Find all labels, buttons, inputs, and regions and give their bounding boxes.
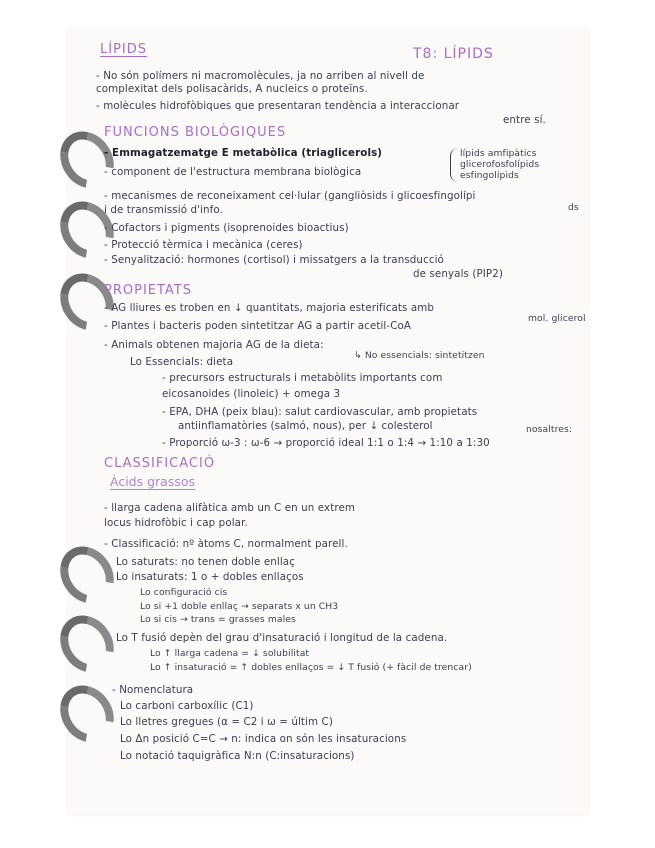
aside-note: ↳ No essencials: sintetitzen	[354, 350, 485, 361]
note-line: - Classificació: nº àtoms C, normalment parell.	[104, 538, 348, 550]
note-line: Lo configuració cis	[140, 587, 228, 598]
note-line: locus hidrofòbic i cap polar.	[104, 517, 248, 529]
aside-note: mol. glicerol	[528, 313, 586, 324]
note-line: - Emmagatzematge E metabòlica (triaglicerols)	[104, 147, 383, 159]
note-line: - Protecció tèrmica i mecànica (ceres)	[104, 239, 303, 251]
note-line: - Proporció ω-3 : ω-6 → proporció ideal 1:1 o 1:4 → 1:10 a 1:30	[162, 437, 490, 449]
page-title-right: T8: LÍPIDS	[413, 46, 494, 62]
note-line: Lo ↑ llarga cadena = ↓ solubilitat	[150, 648, 310, 659]
note-line: Lo T fusió depèn del grau d'insaturació i longitud de la cadena.	[116, 632, 448, 644]
note-line: - Senyalització: hormones (cortisol) i missatgers a la transducció	[104, 254, 444, 266]
section-heading-funcions: FUNCIONS BIOLÒGIQUES	[104, 125, 287, 140]
note-line: - AG lliures es troben en ↓ quantitats, majoria esterificats amb	[104, 302, 435, 314]
note-line: Lo si cis → trans = grasses males	[140, 614, 296, 625]
note-line: entre sí.	[503, 114, 546, 126]
note-line: - llarga cadena alifàtica amb un C en un extrem	[104, 502, 356, 514]
note-line: i de transmissió d'info.	[104, 204, 223, 216]
page-title-left: LÍPIDS	[100, 42, 148, 57]
aside-note: glicerofosfolípids	[460, 159, 540, 170]
note-line: Lo Essencials: dieta	[130, 356, 234, 368]
note-line: - Animals obtenen majoria AG de la dieta:	[104, 339, 324, 351]
note-line: - Nomenclatura	[112, 684, 194, 696]
note-line: Lo ↑ insaturació = ↑ dobles enllaços = ↓ T fusió (+ fàcil de trencar)	[150, 662, 472, 673]
note-line: antiinflamatòries (salmó, nous), per ↓ colesterol	[178, 420, 433, 432]
note-line: - Plantes i bacteris poden sintetitzar AG a partir acetil-CoA	[104, 320, 412, 332]
aside-note: esfingolípids	[460, 170, 519, 181]
note-line: - Cofactors i pigments (isoprenoides bioactius)	[104, 222, 349, 234]
note-line: eicosanoides (linoleic) + omega 3	[162, 388, 341, 400]
note-line: Lo si +1 doble enllaç → separats x un CH3	[140, 601, 339, 612]
section-heading-propietats: PROPIETATS	[104, 283, 192, 298]
aside-note: ds	[568, 202, 579, 213]
note-line: - EPA, DHA (peix blau): salut cardiovascular, amb propietats	[162, 406, 478, 418]
section-heading-classificacio: CLASSIFICACIÓ	[104, 456, 216, 471]
note-line: - component de l'estructura membrana biològica	[104, 166, 362, 178]
aside-note: nosaltres:	[526, 424, 573, 435]
note-line: Lo Δn posició C=C → n: indica on són les insaturacions	[120, 733, 407, 745]
note-line: - molècules hidrofòbiques que presentaran tendència a interaccionar	[96, 100, 460, 112]
note-line: - mecanismes de reconeixament cel·lular (gangliòsids i glicoesfingolípi	[104, 190, 476, 202]
subsection-heading-acids: Àcids grassos	[110, 474, 196, 489]
note-line: Lo saturats: no tenen doble enllaç	[116, 556, 295, 568]
note-line: Lo carboni carboxílic (C1)	[120, 700, 254, 712]
aside-note: lípids amfipàtics	[460, 148, 537, 159]
note-line: - precursors estructurals i metabòlits importants com	[162, 372, 443, 384]
note-line: Lo notació taquigràfica N:n (C:insaturacions)	[120, 750, 355, 762]
note-line: Lo lletres gregues (α = C2 i ω = últim C)	[120, 716, 333, 728]
note-line: Lo insaturats: 1 o + dobles enllaços	[116, 571, 304, 583]
note-line: complexitat dels polisacàrids, A nucleics o proteïns.	[96, 83, 368, 95]
note-line: - No són polímers ni macromolècules, ja no arriben al nivell de	[96, 70, 425, 82]
brace	[450, 148, 459, 182]
note-line: de senyals (PIP2)	[413, 268, 504, 280]
